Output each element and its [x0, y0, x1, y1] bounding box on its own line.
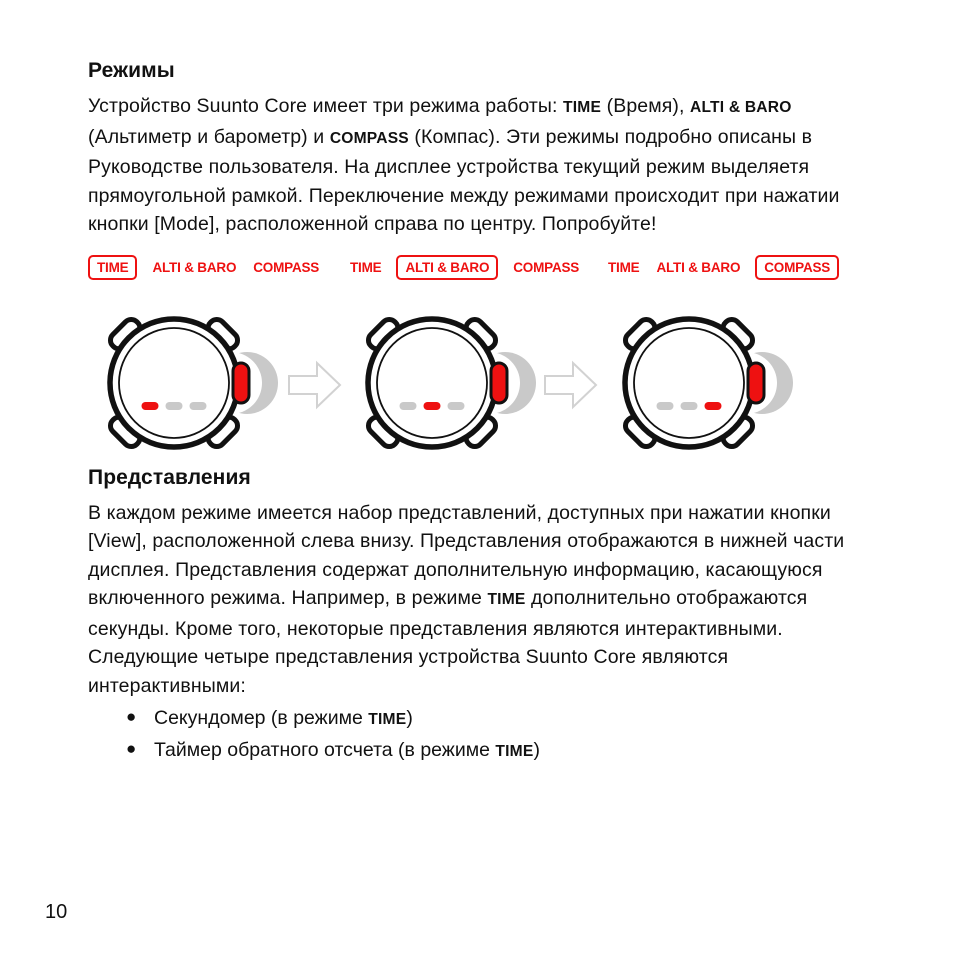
watch-svg [611, 303, 801, 463]
token-alti-baro: ALTI & BARO [690, 99, 792, 117]
watch-svg [354, 303, 544, 463]
watch-face [377, 328, 487, 438]
mode-label-alti-baro: ALTI & BARO [656, 259, 741, 275]
arrow-right-icon [544, 359, 598, 411]
mode-label-group-alti-baro [348, 255, 581, 280]
mode-label-compass: COMPASS [253, 259, 320, 275]
token-time: TIME [487, 591, 526, 609]
mode-dash [190, 402, 207, 410]
token-time: TIME [495, 743, 534, 761]
bullet-text-post: ) [406, 707, 413, 730]
list-item [126, 703, 870, 735]
token-compass: COMPASS [329, 129, 409, 147]
mode-label-time-active: TIME [88, 255, 137, 280]
mode-button [748, 363, 764, 403]
mode-dash [142, 402, 159, 410]
mode-button [491, 363, 507, 403]
watch-svg [96, 303, 286, 463]
bullet-text-pre: Таймер обратного отсчета (в режиме [154, 739, 496, 762]
mode-label-compass: COMPASS [513, 259, 580, 275]
views-paragraph-2: Следующие четыре представления устройства Suunto Core являются интерактивными: [88, 646, 729, 697]
mode-dash [424, 402, 441, 410]
bullet-text-pre: Секундомер (в режиме [154, 707, 369, 730]
views-paragraph-1 [88, 499, 870, 644]
views-p1-s2: дополнительно отображаются секунды. Кроме того, некоторые представления являются интерактивными. [88, 587, 808, 640]
token-time: TIME [563, 99, 602, 117]
modes-paragraph [88, 92, 870, 239]
mode-label-alti-baro-active: ALTI & BARO [396, 255, 498, 280]
mode-dash [705, 402, 722, 410]
token-time: TIME [368, 711, 407, 729]
mode-label-time: TIME [350, 259, 382, 275]
views-heading: Представления [88, 465, 251, 489]
mode-dash [657, 402, 674, 410]
mode-dash [166, 402, 183, 410]
mode-label-row [88, 255, 870, 279]
watch-face [634, 328, 744, 438]
modes-p1-s1: Устройство Suunto Core имеет три режима работы: [88, 95, 564, 118]
list-item [126, 735, 870, 767]
bullet-icon: ● [126, 739, 137, 759]
mode-button [233, 363, 249, 403]
page-content [88, 58, 870, 767]
modes-p1-s4: (Компас). Эти режимы подробно описаны в Руководстве пользователя. На дисплее устройства текущий режим выделяетя прямоугольной рамкой. Переключение между режимами происходит при нажатии кнопки [Mode], расположенной справа по центру. Попробуйте! [88, 125, 840, 236]
bullet-icon: ● [126, 707, 137, 727]
mode-dash [681, 402, 698, 410]
watch-face [119, 328, 229, 438]
mode-dash [448, 402, 465, 410]
watch-diagram-row [88, 303, 870, 465]
mode-label-compass-active: COMPASS [755, 255, 839, 280]
modes-heading: Режимы [88, 59, 175, 82]
bullet-text-post: ) [533, 739, 540, 762]
interactive-views-list [88, 703, 870, 767]
arrow-right-icon [288, 359, 342, 411]
mode-label-group-compass [606, 255, 839, 280]
modes-p1-s3: (Альтиметр и барометр) и [88, 125, 330, 148]
page-number: 10 [45, 901, 68, 923]
mode-label-group-time [88, 255, 321, 280]
modes-p1-s2: (Время), [601, 95, 691, 118]
views-p1-s1: В каждом режиме имеется набор представлений, доступных при нажатии кнопки [View], расположенной слева внизу. Представления отображаются в нижней части дисплея. Представления содержат дополнительную информацию, касающуюся включенного режима. Например, в режиме [88, 501, 845, 610]
mode-dash [400, 402, 417, 410]
mode-label-time: TIME [608, 259, 640, 275]
mode-label-alti-baro: ALTI & BARO [152, 259, 237, 275]
